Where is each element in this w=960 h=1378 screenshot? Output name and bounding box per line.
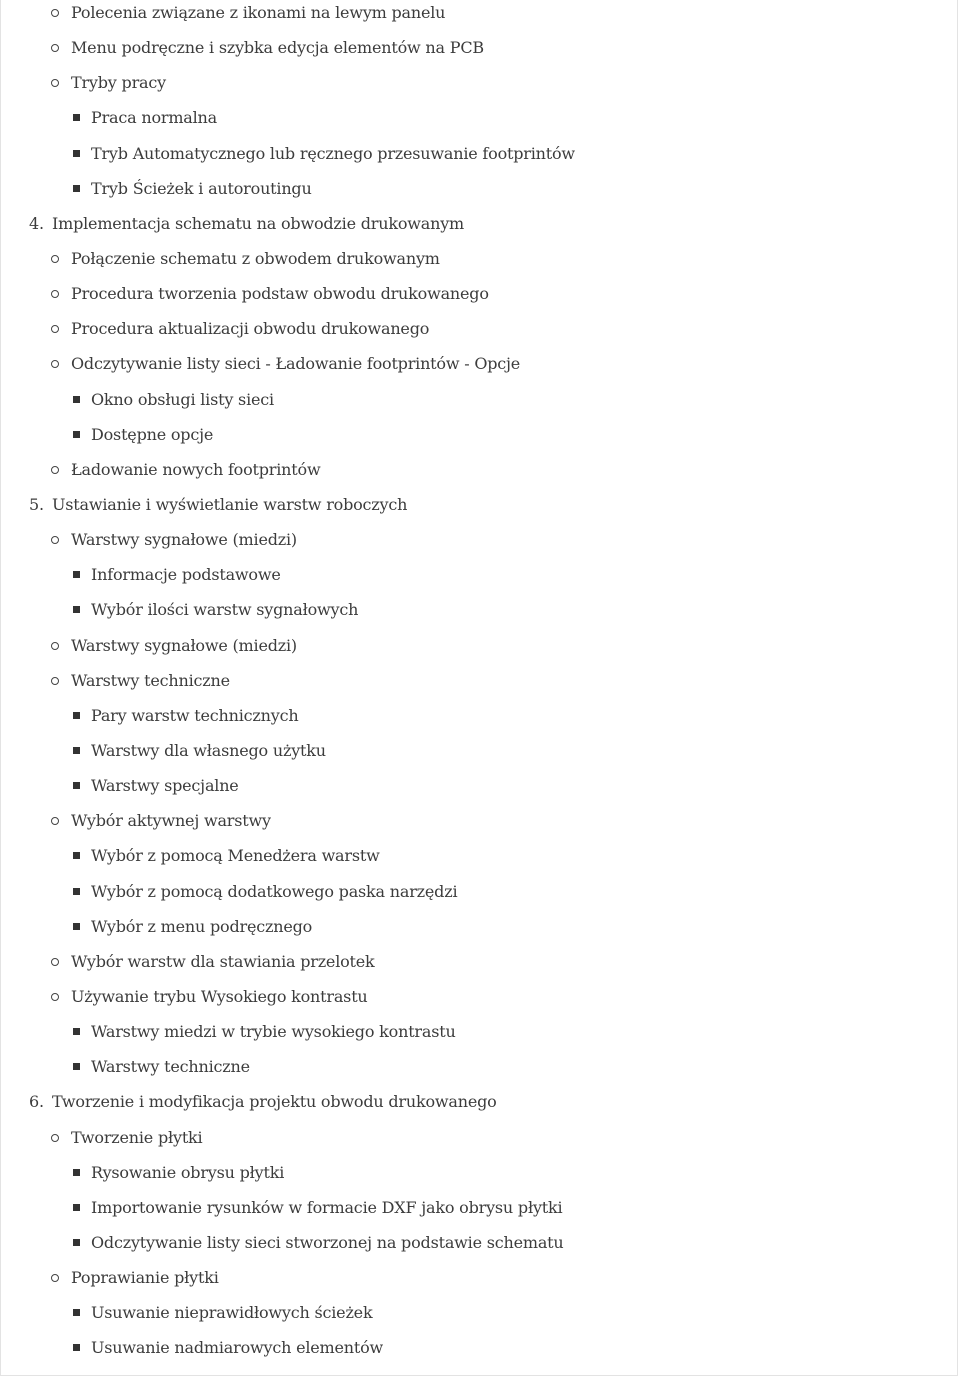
outline-item-text: Wybór z pomocą Menedżera warstw	[91, 846, 380, 866]
outline-item-text: Połączenie schematu z obwodem drukowanym	[71, 248, 440, 268]
outline-item-level-3	[1, 838, 957, 873]
outline-item-level-3	[1, 733, 957, 768]
outline-item-level-3	[1, 1014, 957, 1049]
outline-item-text: Wybór z pomocą dodatkowego paska narzędzi	[91, 881, 458, 901]
outline-item-text: Procedura tworzenia podstaw obwodu drukowanego	[71, 284, 489, 304]
circle-bullet-icon	[51, 255, 59, 263]
outline-item-level-3	[1, 909, 957, 944]
outline-item-text: Polecenia związane z ikonami na lewym panelu	[71, 3, 446, 22]
outline-item-level-3	[1, 1190, 957, 1225]
outline-item-level-2	[1, 30, 957, 65]
circle-bullet-icon	[51, 9, 59, 17]
square-bullet-icon	[73, 431, 80, 438]
outline-item-level-3	[1, 698, 957, 733]
square-bullet-icon	[73, 606, 80, 613]
outline-item-level-3	[1, 1225, 957, 1260]
outline-item-text: Warstwy techniczne	[71, 670, 230, 690]
outline-item-level-2	[1, 663, 957, 698]
outline-item-text: Rysowanie obrysu płytki	[91, 1162, 285, 1182]
outline-item-level-2	[1, 1260, 957, 1295]
outline-item-level-3	[1, 382, 957, 417]
outline-item-text: Pary warstw technicznych	[91, 705, 299, 725]
outline-item-level-2	[1, 346, 957, 381]
outline-item-level-2	[1, 276, 957, 311]
outline-item-text: Usuwanie nadmiarowych elementów	[91, 1338, 384, 1358]
outline-item-text: Wybór ilości warstw sygnałowych	[91, 600, 359, 620]
outline-item-text: Warstwy sygnałowe (miedzi)	[71, 530, 297, 550]
outline-item-text: Warstwy sygnałowe (miedzi)	[71, 635, 297, 655]
outline-item-text: Usuwanie nieprawidłowych ścieżek	[91, 1303, 373, 1323]
square-bullet-icon	[73, 1063, 80, 1070]
circle-bullet-icon	[51, 290, 59, 298]
outline-item-level-1	[1, 487, 957, 522]
outline-item-text: Tworzenie i modyfikacja projektu obwodu drukowanego	[52, 1092, 497, 1112]
outline-item-text: Poprawianie płytki	[71, 1268, 219, 1288]
outline-item-text: Praca normalna	[91, 108, 217, 128]
outline-item-level-1	[1, 206, 957, 241]
outline-item-text: Procedura aktualizacji obwodu drukowanego	[71, 319, 430, 339]
circle-bullet-icon	[51, 536, 59, 544]
square-bullet-icon	[73, 1309, 80, 1316]
square-bullet-icon	[73, 1028, 80, 1035]
outline-item-text: Dostępne opcje	[91, 424, 214, 444]
circle-bullet-icon	[51, 817, 59, 825]
circle-bullet-icon	[51, 677, 59, 685]
outline-item-text: Ładowanie nowych footprintów	[71, 459, 321, 479]
outline-item-level-3	[1, 768, 957, 803]
table-of-contents-list	[1, 0, 957, 1365]
outline-item-level-3	[1, 1155, 957, 1190]
outline-item-level-3	[1, 100, 957, 135]
outline-item-level-3	[1, 1330, 957, 1365]
outline-item-text: Warstwy specjalne	[91, 776, 239, 796]
square-bullet-icon	[73, 396, 80, 403]
outline-item-level-2	[1, 803, 957, 838]
outline-item-level-2	[1, 0, 957, 30]
circle-bullet-icon	[51, 993, 59, 1001]
circle-bullet-icon	[51, 360, 59, 368]
outline-item-level-3	[1, 592, 957, 627]
outline-item-text: Informacje podstawowe	[91, 565, 281, 585]
outline-item-text: Tryby pracy	[71, 73, 166, 93]
circle-bullet-icon	[51, 44, 59, 52]
outline-item-text: Wybór z menu podręcznego	[91, 916, 313, 936]
list-number: 6.	[29, 1092, 44, 1112]
circle-bullet-icon	[51, 466, 59, 474]
outline-item-text: Menu podręczne i szybka edycja elementów na PCB	[71, 38, 484, 58]
square-bullet-icon	[73, 185, 80, 192]
outline-item-text: Wybór warstw dla stawiania przelotek	[71, 951, 375, 971]
outline-item-level-2	[1, 628, 957, 663]
outline-item-text: Tryb Automatycznego lub ręcznego przesuwanie footprintów	[91, 143, 575, 163]
outline-item-level-3	[1, 1295, 957, 1330]
outline-item-text: Importowanie rysunków w formacie DXF jako obrysu płytki	[91, 1197, 563, 1217]
square-bullet-icon	[73, 571, 80, 578]
outline-item-text: Odczytywanie listy sieci stworzonej na podstawie schematu	[91, 1232, 564, 1252]
outline-item-level-2	[1, 944, 957, 979]
outline-item-level-3	[1, 1049, 957, 1084]
outline-item-level-2	[1, 452, 957, 487]
circle-bullet-icon	[51, 325, 59, 333]
outline-item-text: Odczytywanie listy sieci - Ładowanie footprintów - Opcje	[71, 354, 521, 374]
outline-item-level-2	[1, 1120, 957, 1155]
circle-bullet-icon	[51, 79, 59, 87]
square-bullet-icon	[73, 712, 80, 719]
square-bullet-icon	[73, 1169, 80, 1176]
outline-item-level-3	[1, 874, 957, 909]
outline-item-text: Warstwy techniczne	[91, 1057, 250, 1077]
circle-bullet-icon	[51, 1274, 59, 1282]
square-bullet-icon	[73, 923, 80, 930]
list-number: 4.	[29, 213, 44, 233]
outline-item-text: Tworzenie płytki	[71, 1127, 203, 1147]
outline-item-level-2	[1, 311, 957, 346]
list-number: 5.	[29, 494, 44, 514]
outline-item-level-3	[1, 417, 957, 452]
outline-item-level-3	[1, 557, 957, 592]
square-bullet-icon	[73, 1239, 80, 1246]
square-bullet-icon	[73, 888, 80, 895]
outline-item-level-1	[1, 1084, 957, 1119]
square-bullet-icon	[73, 747, 80, 754]
square-bullet-icon	[73, 114, 80, 121]
outline-item-level-3	[1, 171, 957, 206]
circle-bullet-icon	[51, 1134, 59, 1142]
outline-item-level-3	[1, 136, 957, 171]
outline-item-text: Implementacja schematu na obwodzie drukowanym	[52, 213, 465, 233]
outline-item-text: Okno obsługi listy sieci	[91, 389, 274, 409]
outline-item-text: Ustawianie i wyświetlanie warstw roboczych	[52, 494, 408, 514]
outline-item-text: Używanie trybu Wysokiego kontrastu	[71, 986, 368, 1006]
square-bullet-icon	[73, 852, 80, 859]
square-bullet-icon	[73, 1344, 80, 1351]
outline-item-level-2	[1, 979, 957, 1014]
outline-item-text: Tryb Ścieżek i autoroutingu	[91, 178, 312, 198]
square-bullet-icon	[73, 1204, 80, 1211]
circle-bullet-icon	[51, 642, 59, 650]
outline-item-text: Warstwy miedzi w trybie wysokiego kontrastu	[91, 1022, 456, 1042]
circle-bullet-icon	[51, 958, 59, 966]
outline-item-text: Warstwy dla własnego użytku	[91, 740, 326, 760]
outline-item-level-2	[1, 241, 957, 276]
square-bullet-icon	[73, 150, 80, 157]
outline-item-level-2	[1, 65, 957, 100]
outline-item-level-2	[1, 522, 957, 557]
outline-item-text: Wybór aktywnej warstwy	[71, 811, 271, 831]
square-bullet-icon	[73, 782, 80, 789]
